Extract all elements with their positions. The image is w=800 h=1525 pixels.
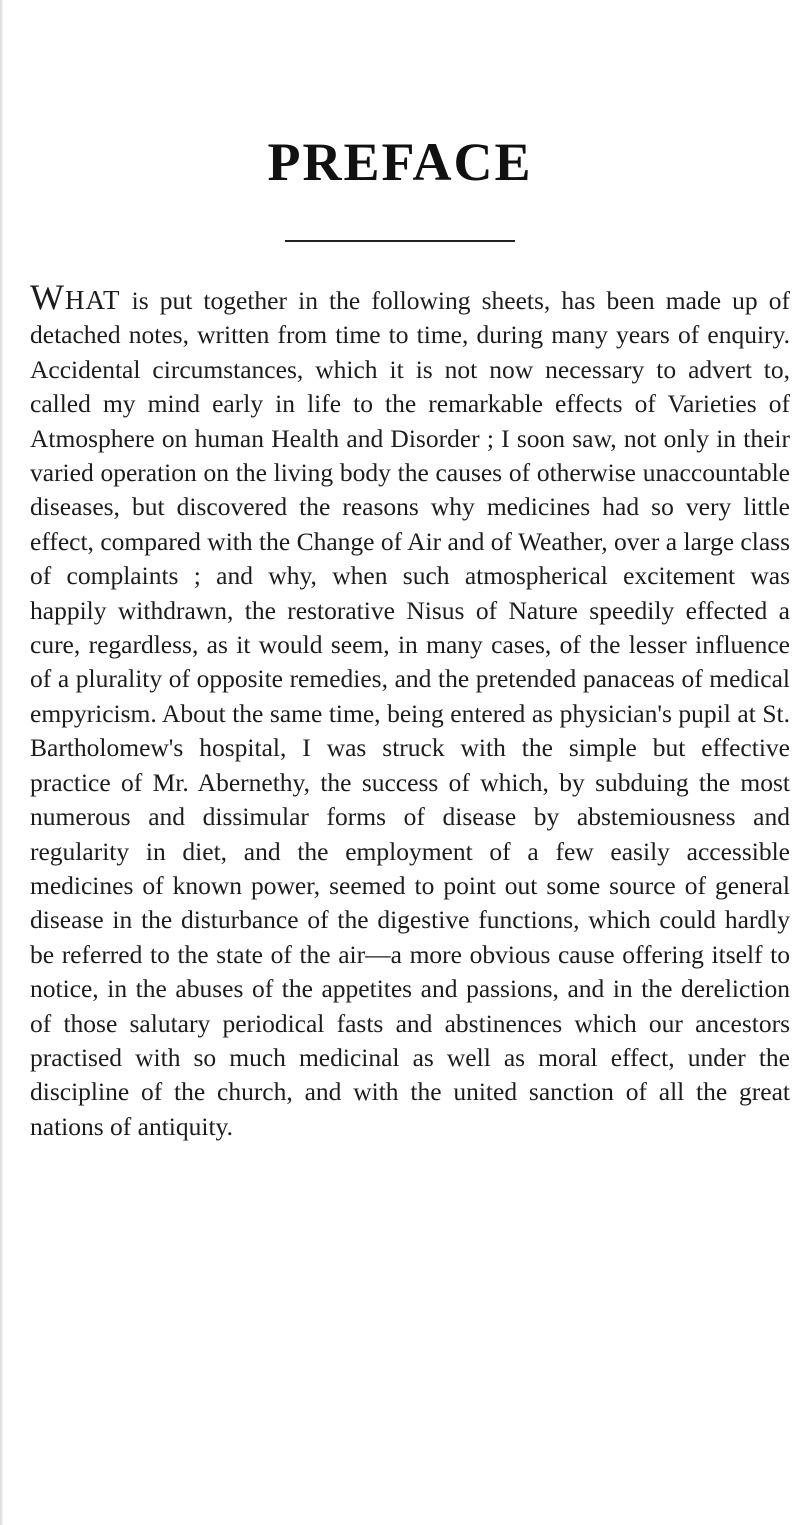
- paragraph-text: is put together in the following sheets, has been made up of detached notes, written from time to time, during many years of enquiry. Accidental circumstances, which it is not now necessary to advert to, called my mind early in life to the remarkable effects of Varieties of Atmosphere on human Health and Disorder ; I soon saw, not only in their varied operation on the living body the causes of otherwise unaccountable diseases, but discovered the reasons why medicines had so very little effect, compared with the Change of Air and of Weather, over a large class of complaints ; and why, when such atmospherical excitement was happily withdrawn, the restorative Nisus of Nature speedily effected a cure, regardless, as it would seem, in many cases, of the lesser influence of a plurality of opposite remedies, and the pretended panaceas of medical empyricism. About the same time, being entered as physician's pupil at St. Bartholomew's hospital, I was struck with the simple but effective practice of Mr. Abernethy, the success of which, by subduing the most numerous and dissimular forms of disease by abstemiousness and regularity in diet, and the employment of a few easily accessible medicines of known power, seemed to point out some source of general disease in the disturbance of the digestive functions, which could hardly be referred to the state of the air—a more obvious cause offering itself to notice, in the abuses of the appetites and passions, and in the dereliction of those salutary periodical fasts and abstinences which our ancestors practised with so much medicinal as well as moral effect, under the discipline of the church, and with the united sanction of all the great nations of antiquity.: [30, 286, 790, 1141]
- page-gutter-edge: [0, 0, 3, 1525]
- opening-word-rest: HAT: [64, 285, 121, 315]
- heading-rule: [285, 240, 515, 242]
- drop-initial: W: [30, 277, 65, 317]
- preface-paragraph: [30, 277, 790, 1144]
- preface-heading: PREFACE: [267, 132, 533, 192]
- opening-word: [30, 277, 121, 317]
